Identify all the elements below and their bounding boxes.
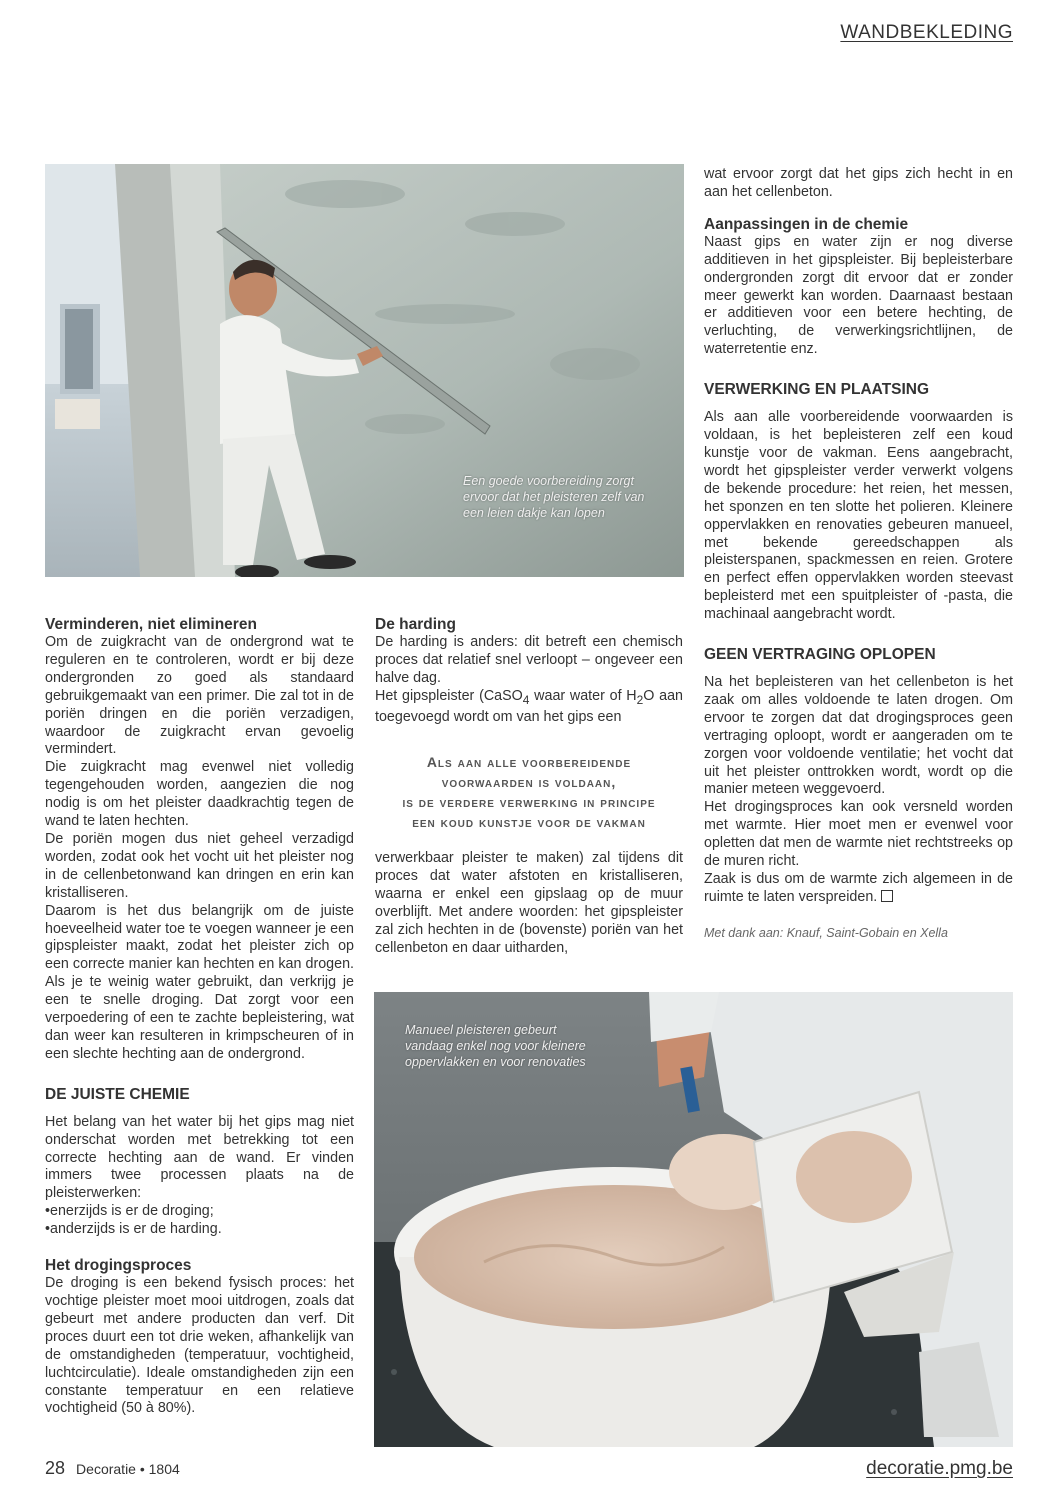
paragraph-final <box>704 871 1013 907</box>
pull-quote-line: is de verdere verwerking in principe <box>402 794 656 810</box>
photo1-caption: Een goede voorbereiding zorgt ervoor dat het pleisteren zelf van een leien dakje kan lopen <box>463 474 645 520</box>
column-right <box>704 166 1013 943</box>
paragraph-chemistry <box>375 688 683 728</box>
paragraph: verwerkbaar pleister te maken) zal tijdens dit proces dat water afstoten en kristalliseren, waarna er enkel een gipslaag op de muur overblijft. Met andere woorden: het gipspleister zal zich hechten in de (bovenste) poriën van het cellenbeton en daar uitharden, <box>375 850 683 956</box>
paragraph: Na het bepleisteren van het cellenbeton is het zaak om alles voldoende te laten drogen. Om ervoor te zorgen dat dat drogingsproces geen vertraging oploopt, wordt er aangeraden om te zorgen voor voldoende ventilatie; het vocht dat uit het pleister onttrokken wordt, wordt op die manier meteen weggevoerd. <box>704 674 1013 798</box>
footer-left <box>45 1458 180 1479</box>
pull-quote <box>375 752 683 832</box>
list-item-text: anderzijds is er de harding. <box>50 1221 222 1238</box>
heading-drogingsproces: Het drogingsproces <box>45 1257 192 1275</box>
column-middle-continued <box>375 850 683 957</box>
subscript: 2 <box>636 692 644 707</box>
photo-plasterer-wall <box>45 164 684 577</box>
paragraph: Daarom is het dus belangrijk om de juiste hoeveelheid water toe te voegen wanneer je een gipspleister maakt, zodat het pleister zich op een correcte manier kan hechten en kan drogen. Als je te weinig water gebruikt, dan verkrijg je een te snelle droging. Dat zorgt voor een verpoedering of een te zachte bepleistering, wat dan weer kan resulteren in krimpscheuren of in een slechte hechting aan de ondergrond. <box>45 902 354 1062</box>
page-number: 28 <box>45 1458 66 1478</box>
photo2-caption: Manueel pleisteren gebeurt vandaag enkel nog voor kleinere oppervlakken en voor renovaties <box>405 1023 586 1069</box>
heading-verminderen: Verminderen, niet elimineren <box>45 616 257 633</box>
heading-harding: De harding <box>375 616 456 633</box>
pull-quote-line: Als aan alle voorbereidende <box>426 754 632 770</box>
paragraph: wat ervoor zorgt dat het gips zich hecht in en aan het cellenbeton. <box>704 166 1013 200</box>
list-item: •anderzijds is er de harding. <box>45 1221 222 1238</box>
website-link[interactable]: decoratie.pmg.be <box>866 1458 1013 1479</box>
heading-aanpassingen: Aanpassingen in de chemie <box>704 215 909 233</box>
magazine-issue: Decoratie • 1804 <box>76 1461 180 1477</box>
section-title: WANDBEKLEDING <box>840 22 1013 43</box>
bullet-list <box>45 1203 354 1239</box>
heading-geen-vertraging: GEEN VERTRAGING OPLOPEN <box>704 646 936 664</box>
paragraph: De droging is een bekend fysisch proces: het vochtige pleister moet mooi uitdrogen, zoals dat gebeurt met andere producten dan verf. Dit proces duurt een tot drie weken, afhankelijk van de omstandigheden (temperatuur, vochtigheid, luchtcirculatie). Ideale omstandigheden zijn een constante temperatuur en een relatieve vochtigheid (50 à 80%). <box>45 1275 354 1417</box>
paragraph: Als aan alle voorbereidende voorwaarden is voldaan, is het bepleisteren zelf een koud kunstje voor de vakman. Eens aangebracht, wordt het gipspleister verder verwerkt volgens de bekende procedure: het reien, het messen, het sponzen en ten slotte het polieren. Kleinere oppervlakken en renovaties gebeuren manueel, met bekende gereedschappen als pleisterspanen, spackmessen en reien. Grotere en perfect effen oppervlakken worden steevast bepleisterd met een spuitpleister of -pasta, die machinaal aangebracht wordt. <box>704 409 1013 623</box>
pull-quote-line: een koud kunstje voor de vakman <box>412 814 646 830</box>
pull-quote-line: voorwaarden is voldaan, <box>441 774 617 790</box>
column-left <box>45 616 354 1418</box>
paragraph: Het belang van het water bij het gips mag niet onderschat worden met betrekking tot een correcte hechting aan de wand. Er vinden immers twee processen plaats na de pleisterwerken: <box>45 1113 354 1202</box>
subscript: 4 <box>522 692 530 707</box>
text: Het gipspleister (CaSO <box>375 687 523 704</box>
text: O aan toegevoegd wordt om van het gips een <box>375 687 683 726</box>
paragraph: Naast gips en water zijn er nog diverse additieven in het gipspleister. Bij bepleisterbare ondergronden zorgt dit ervoor dat er zonder meer gewerkt kan worden. Daarnaast bestaan er additieven voor een betere hechting, de verluchting, de verwerkingsrichtlijnen, de waterretentie enz. <box>704 233 1013 358</box>
column-middle <box>375 616 683 727</box>
paragraph: Die zuigkracht mag evenwel niet volledig tegengehouden worden, aangezien die nog nodig is om het pleister daadkrachtig tegen de wand te laten hechten. <box>45 759 354 830</box>
paragraph: De poriën mogen dus niet geheel verzadigd worden, zodat ook het vocht uit het pleister nog in de cellenbetonwand kan dringen en erin kan kristalliseren. <box>45 830 354 901</box>
text: waar water of H <box>529 687 637 704</box>
paragraph-text: Zaak is dus om de warmte zich algemeen in de ruimte te laten verspreiden. <box>704 871 1013 905</box>
paragraph: De harding is anders: dit betreft een chemisch proces dat relatief snel verloopt – ongeveer een halve dag. <box>375 634 683 686</box>
acknowledgement: Met dank aan: Knauf, Saint-Gobain en Xella <box>704 925 948 940</box>
end-mark-icon <box>881 890 893 902</box>
list-item-text: enerzijds is er de droging; <box>50 1203 214 1220</box>
heading-verwerking: VERWERKING EN PLAATSING <box>704 381 930 399</box>
paragraph: Het drogingsproces kan ook versneld worden met warmte. Hier moet men er evenwel voor opletten dat men de warmte niet rechtstreeks op de muren richt. <box>704 799 1013 870</box>
photo-mixing-bucket <box>374 992 1013 1447</box>
list-item: •enerzijds is er de droging; <box>45 1203 214 1220</box>
paragraph: Om de zuigkracht van de ondergrond wat te reguleren en te controleren, wordt er bij deze ondergronden zo goed als standaard gebruikgemaakt van een primer. Die zal tot in de poriën dringen en die poriën verzadigen, waardoor de zuigkracht ervan gevoelig vermindert. <box>45 634 354 758</box>
heading-juiste-chemie: DE JUISTE CHEMIE <box>45 1085 190 1103</box>
